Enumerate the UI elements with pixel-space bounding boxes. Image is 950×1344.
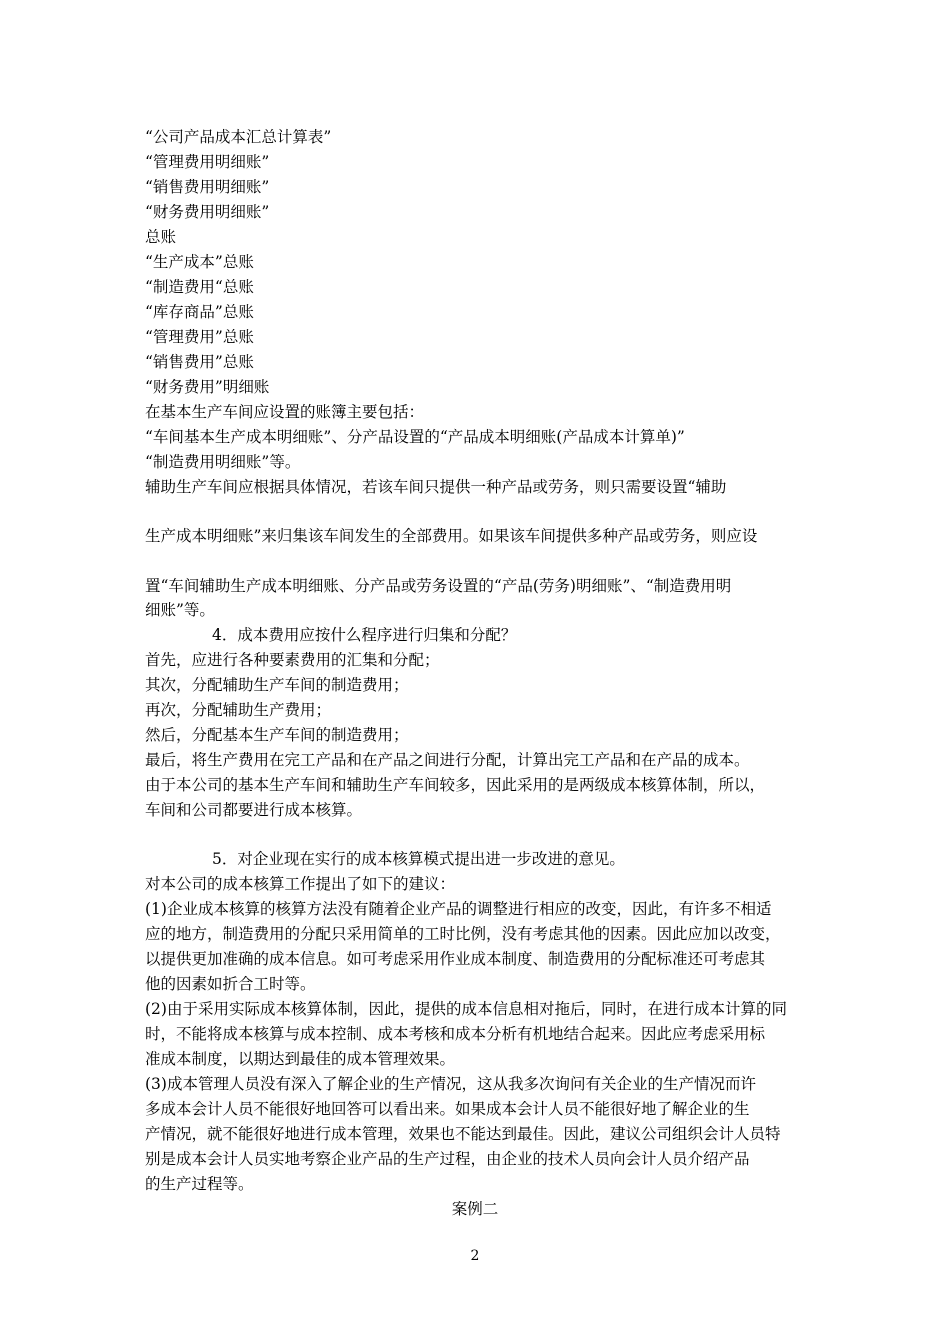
- text-line: (1)企业成本核算的核算方法没有随着企业产品的调整进行相应的改变，因此，有许多不相适: [145, 900, 772, 918]
- text-line: “生产成本”总账: [145, 253, 254, 271]
- case-heading: 案例二: [451, 1200, 499, 1218]
- section-heading: 4．成本费用应按什么程序进行归集和分配？: [212, 626, 517, 644]
- text-line: “公司产品成本汇总计算表”: [145, 128, 332, 146]
- text-line: 准成本制度，以期达到最佳的成本管理效果。: [145, 1050, 456, 1068]
- text-line: 多成本会计人员不能很好地回答可以看出来。如果成本会计人员不能很好地了解企业的生: [145, 1100, 750, 1118]
- text-line: 其次，分配辅助生产车间的制造费用；: [145, 676, 409, 694]
- text-line: “财务费用”明细账: [145, 378, 270, 396]
- page-number: 2: [470, 1248, 480, 1264]
- text-line: 对本公司的成本核算工作提出了如下的建议：: [145, 875, 456, 893]
- text-line: (3)成本管理人员没有深入了解企业的生产情况，这从我多次询问有关企业的生产情况而许: [145, 1075, 756, 1093]
- text-line: 细账”等。: [145, 601, 215, 619]
- text-line: 最后，将生产费用在完工产品和在产品之间进行分配，计算出完工产品和在产品的成本。: [145, 751, 750, 769]
- text-line: 总账: [145, 228, 177, 246]
- text-line: 辅助生产车间应根据具体情况，若该车间只提供一种产品或劳务，则只需要设置“辅助: [145, 478, 727, 496]
- section-heading: 5．对企业现在实行的成本核算模式提出进一步改进的意见。: [212, 850, 625, 868]
- text-line: “财务费用明细账”: [145, 203, 270, 221]
- text-line: 产情况，就不能很好地进行成本管理，效果也不能达到最佳。因此，建议公司组织会计人员特: [145, 1125, 781, 1143]
- text-line: “销售费用明细账”: [145, 178, 270, 196]
- text-line: 然后，分配基本生产车间的制造费用；: [145, 726, 409, 744]
- text-line: “管理费用明细账”: [145, 153, 270, 171]
- text-line: 别是成本会计人员实地考察企业产品的生产过程，由企业的技术人员向会计人员介绍产品: [145, 1150, 750, 1168]
- text-line: 的生产过程等。: [145, 1175, 254, 1193]
- text-line: 由于本公司的基本生产车间和辅助生产车间较多，因此采用的是两级成本核算体制，所以，: [145, 776, 766, 794]
- text-line: “车间基本生产成本明细账”、分产品设置的“产品成本明细账(产品成本计算单)”: [145, 428, 685, 446]
- text-line: 在基本生产车间应设置的账簿主要包括：: [145, 403, 425, 421]
- text-line: “销售费用”总账: [145, 353, 254, 371]
- text-line: (2)由于采用实际成本核算体制，因此，提供的成本信息相对拖后，同时，在进行成本计算的同: [145, 1000, 787, 1018]
- text-line: 应的地方，制造费用的分配只采用简单的工时比例，没有考虑其他的因素。因此应加以改变，: [145, 925, 781, 943]
- text-line: “制造费用明细账”等。: [145, 453, 301, 471]
- text-line: 首先，应进行各种要素费用的汇集和分配；: [145, 651, 440, 669]
- text-line: 以提供更加准确的成本信息。如可考虑采用作业成本制度、制造费用的分配标准还可考虑其: [145, 950, 766, 968]
- text-line: 生产成本明细账”来归集该车间发生的全部费用。如果该车间提供多种产品或劳务，则应设: [145, 527, 758, 545]
- text-line: 再次，分配辅助生产费用；: [145, 701, 332, 719]
- text-line: 时，不能将成本核算与成本控制、成本考核和成本分析有机地结合起来。因此应考虑采用标: [145, 1025, 766, 1043]
- text-line: 置“车间辅助生产成本明细账、分产品或劳务设置的“产品(劳务)明细账”、“制造费用明: [145, 577, 732, 595]
- text-line: “管理费用”总账: [145, 328, 254, 346]
- text-line: “库存商品”总账: [145, 303, 254, 321]
- text-line: 他的因素如折合工时等。: [145, 975, 316, 993]
- text-line: 车间和公司都要进行成本核算。: [145, 801, 363, 819]
- text-line: “制造费用“总账: [145, 278, 254, 296]
